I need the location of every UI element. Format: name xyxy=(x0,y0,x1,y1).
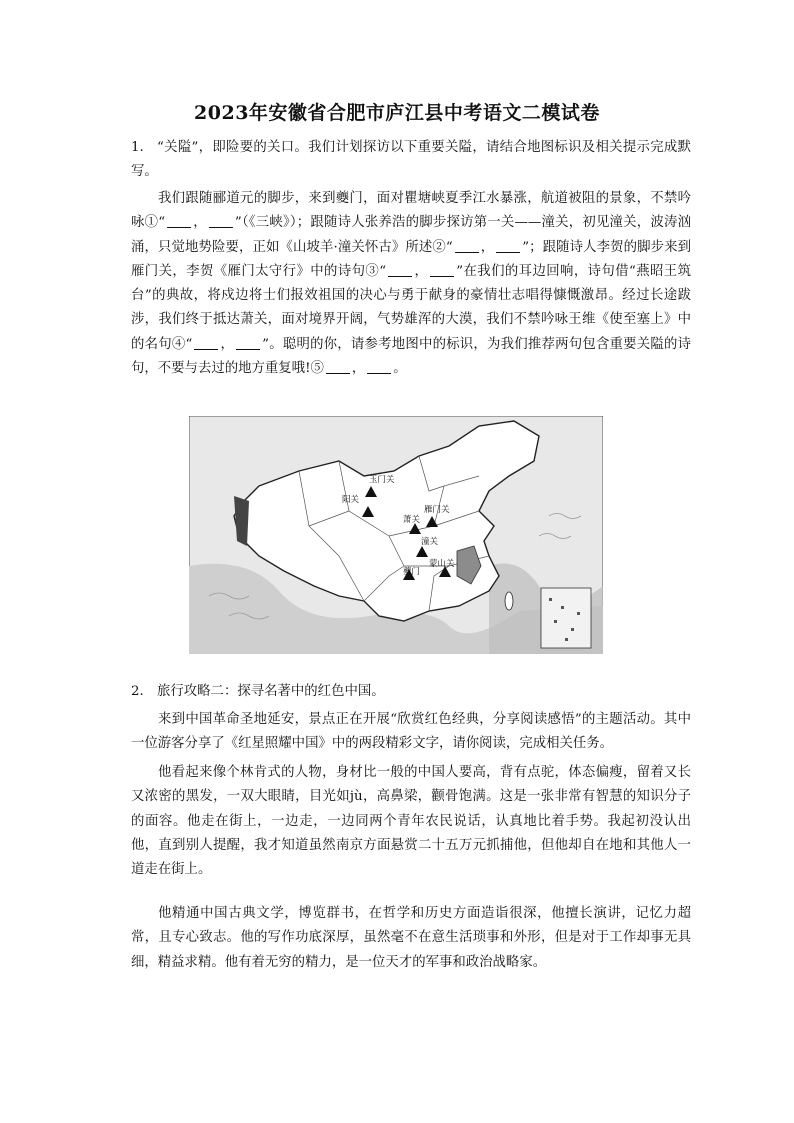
q1-sep: ， xyxy=(193,215,207,231)
q2-paragraph-1: 来到中国革命圣地延安，景点正在开展“欣赏红色经典，分享阅读感悟”的主题活动。其中一位游客分享了《红星照耀中国》中的两段精彩文字，请你阅读，完成相关任务。 xyxy=(131,712,691,752)
q2-paragraph-3: 他精通中国古典文学，博览群书，在哲学和历史方面造诣很深，他擅长演讲，记忆力超常，且专心致志。他的写作功底深厚，虽然毫不在意生活琐事和外形，但是对于工作却事无具细，精益求精。他有着无穷的精力，是一位天才的军事和政治战略家。 xyxy=(131,906,691,970)
q2-number: 2. xyxy=(131,684,144,699)
blank-4b[interactable] xyxy=(236,335,260,350)
label-kuimen: 夔门 xyxy=(403,567,421,577)
q1-sep: ， xyxy=(351,361,366,377)
label-yanmenguan: 雁门关 xyxy=(424,505,450,515)
blank-2a[interactable] xyxy=(455,238,479,253)
q1-text-d: ”在我们的耳边回响，诗句借“燕昭王筑台”的典故，将戍边将士们报效祖国的决心与勇于献身的豪情壮志唱得慷慨激昂。经过长途跋涉，我们终于抵达萧关，面对境界开阔，气势雄浑的大漠，我们不禁吟咏王维《使至塞上》中的名句④“ xyxy=(131,263,691,352)
blank-2b[interactable] xyxy=(496,238,520,253)
q1-number: 1. xyxy=(131,140,144,155)
q1-prompt xyxy=(131,136,691,185)
q1-text-c: ”；跟随诗人李贺的脚步来到雁门关，李贺《雁门太守行》中的诗句③“ xyxy=(131,239,691,279)
blank-1b[interactable] xyxy=(209,213,233,228)
china-map-figure xyxy=(189,416,603,654)
q1-sep: ， xyxy=(220,336,235,352)
q1-sep: ， xyxy=(480,239,495,255)
blank-3b[interactable] xyxy=(430,262,454,277)
q1-body xyxy=(131,187,691,381)
label-xiaoguan: 萧关 xyxy=(403,515,421,525)
page-title: 2023年安徽省合肥市庐江县中考语文二模试卷 xyxy=(194,102,600,124)
q2-heading xyxy=(131,680,691,704)
blank-4a[interactable] xyxy=(194,335,218,350)
blank-1a[interactable] xyxy=(167,213,191,228)
q2-heading-text: 旅行攻略二：探寻名著中的红色中国。 xyxy=(157,684,385,699)
taiwan-island xyxy=(505,592,513,610)
label-jiangguan: 蒙山关 xyxy=(429,559,455,569)
q2-paragraph-2: 他看起来像个林肯式的人物，身材比一般的中国人要高，背有点驼，体态偏瘦，留着又长又浓密的黑发，一双大眼睛，目光如jù，高鼻梁，颧骨饱满。这是一张非常有智慧的知识分子的面容。他走在街上，一边走，一边同两个青年农民说话，认真地比着手势。我起初没认出他，直到别人提醒，我才知道虽然南京方面悬赏二十五万元抓捕他，但他却自在地和其他人一道走在街上。 xyxy=(131,765,691,878)
q1-text-b: ”（《三峡》）；跟随诗人张养浩的脚步探访第一关——潼关，初见潼关，波涛汹涌，只觉地势险要，正如《山坡羊·潼关怀古》所述②“ xyxy=(131,215,691,255)
blank-5b[interactable] xyxy=(367,359,391,374)
q1-text-a: 我们跟随郦道元的脚步，来到夔门，面对瞿塘峡夏季江水暴涨，航道被阻的景象，不禁吟咏①“ xyxy=(131,191,691,231)
blank-3a[interactable] xyxy=(388,262,412,277)
q1-text-e: ”。聪明的你，请参考地图中的标识，为我们推荐两句包含重要关隘的诗句，不要与去过的地方重复哦!⑤ xyxy=(131,336,692,377)
q1-end: 。 xyxy=(393,361,407,377)
blank-5a[interactable] xyxy=(326,359,350,374)
q1-prompt-text: “关隘”，即险要的关口。我们计划探访以下重要关隘，请结合地图标识及相关提示完成默写。 xyxy=(131,140,691,180)
label-yumenguan: 玉门关 xyxy=(369,475,395,485)
q1-sep: ， xyxy=(414,263,429,279)
label-tongguan: 潼关 xyxy=(421,537,439,547)
label-yangguan: 阳关 xyxy=(342,495,360,505)
